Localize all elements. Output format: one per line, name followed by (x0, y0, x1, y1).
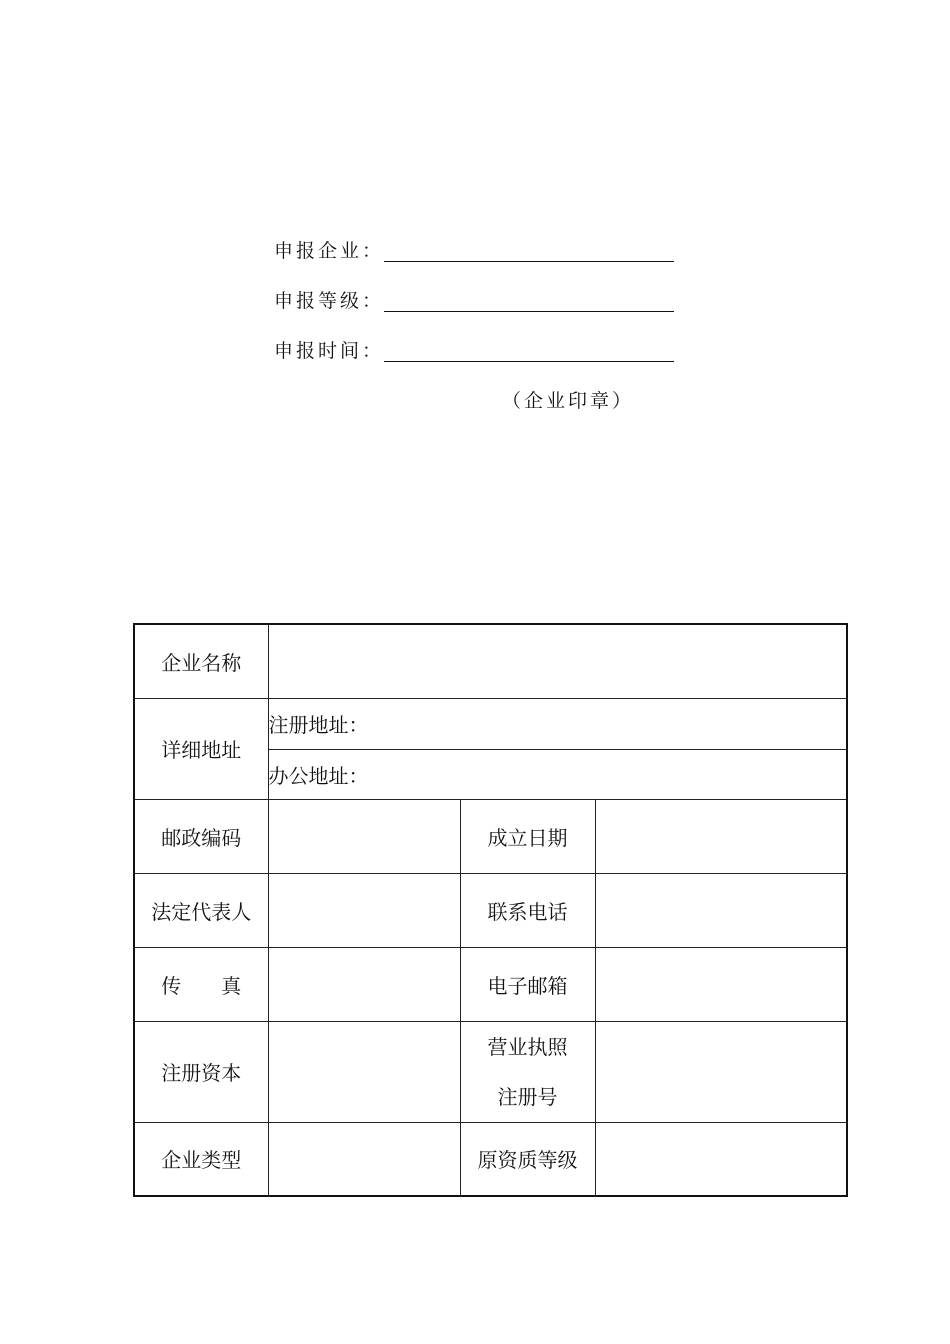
established-date-field[interactable] (595, 799, 847, 873)
declaring-time-label: 申报时间： (274, 340, 385, 362)
business-license-label-line2: 注册号 (497, 1084, 558, 1109)
business-license-label-line1: 营业执照 (487, 1034, 568, 1059)
contact-phone-label: 联系电话 (460, 873, 595, 947)
enterprise-seal-note: （企业印章） (502, 390, 635, 412)
email-field[interactable] (595, 947, 847, 1021)
declaring-level-blank[interactable] (384, 311, 674, 312)
declaring-time-field (274, 338, 674, 362)
registered-address-field[interactable]: 注册地址： (268, 698, 847, 749)
email-label: 电子邮箱 (460, 947, 595, 1021)
declaring-enterprise-blank[interactable] (384, 261, 674, 262)
enterprise-info-table (133, 623, 848, 1197)
original-qualification-label: 原资质等级 (460, 1122, 595, 1196)
legal-representative-field[interactable] (268, 873, 460, 947)
contact-phone-field[interactable] (595, 873, 847, 947)
table-row (134, 1122, 847, 1196)
table-row (134, 1021, 847, 1122)
declaring-level-label: 申报等级： (274, 290, 385, 312)
registered-capital-label: 注册资本 (134, 1021, 268, 1122)
enterprise-type-field[interactable] (268, 1122, 460, 1196)
table-row (134, 873, 847, 947)
fax-label-part1: 传 (161, 973, 182, 998)
fax-label-part2: 真 (221, 973, 242, 998)
postal-code-label: 邮政编码 (134, 799, 268, 873)
original-qualification-field[interactable] (595, 1122, 847, 1196)
registered-capital-field[interactable] (268, 1021, 460, 1122)
business-license-number-label (460, 1021, 595, 1122)
declaring-enterprise-label: 申报企业： (274, 240, 385, 262)
table-row (134, 799, 847, 873)
declaring-enterprise-field (274, 238, 674, 262)
declaring-level-field (274, 288, 674, 312)
table-row (134, 624, 847, 698)
office-address-field[interactable]: 办公地址： (268, 749, 847, 799)
fax-label (134, 947, 268, 1021)
established-date-label: 成立日期 (460, 799, 595, 873)
fax-field[interactable] (268, 947, 460, 1021)
detailed-address-label: 详细地址 (134, 698, 268, 799)
legal-representative-label: 法定代表人 (134, 873, 268, 947)
enterprise-name-label: 企业名称 (134, 624, 268, 698)
table-row (134, 698, 847, 749)
business-license-number-field[interactable] (595, 1021, 847, 1122)
enterprise-name-field[interactable] (268, 624, 847, 698)
table-row (134, 947, 847, 1021)
postal-code-field[interactable] (268, 799, 460, 873)
enterprise-type-label: 企业类型 (134, 1122, 268, 1196)
declaring-time-blank[interactable] (384, 361, 674, 362)
